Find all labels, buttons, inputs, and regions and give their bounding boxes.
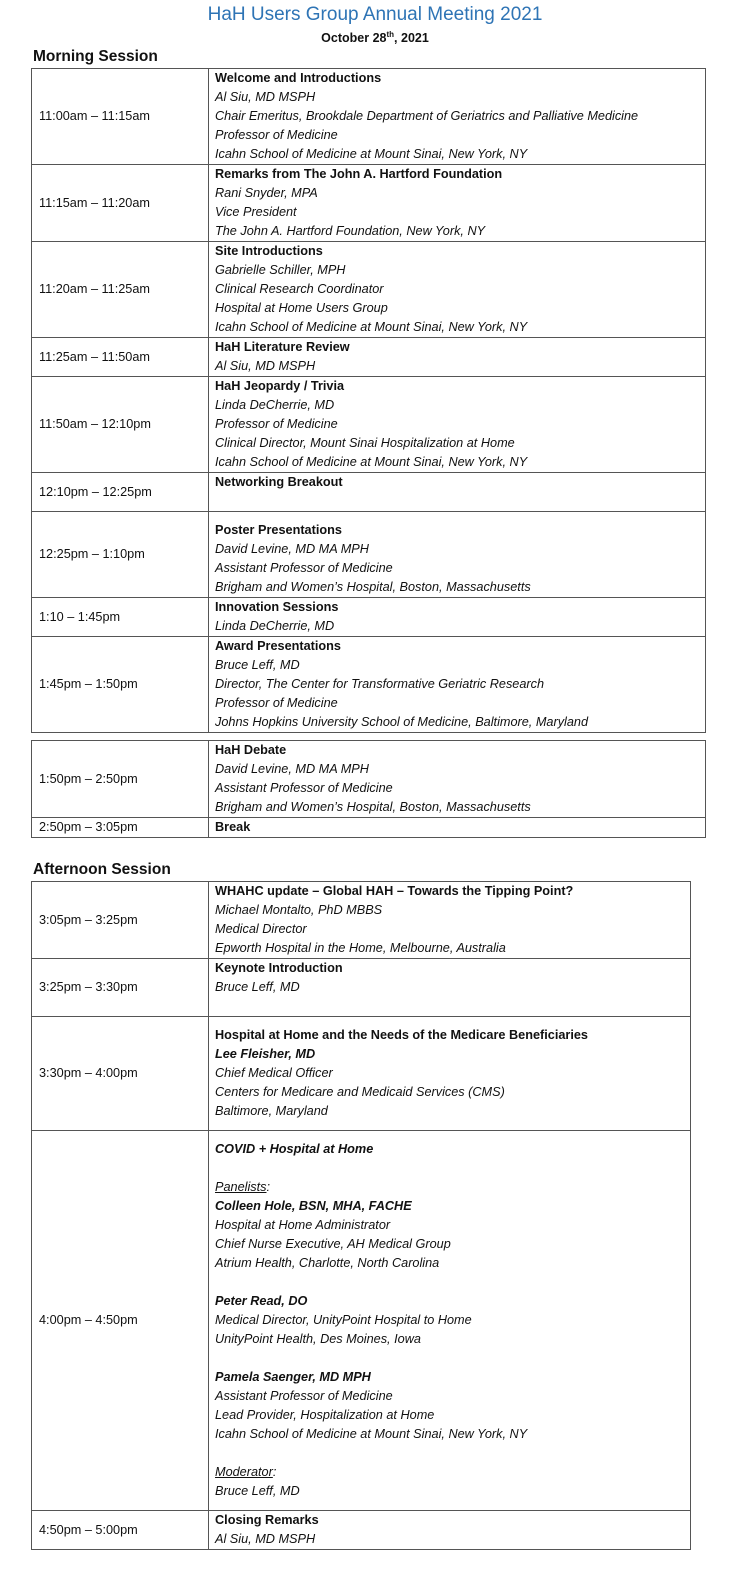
spacer [215,1121,684,1130]
session-title: Closing Remarks [215,1513,319,1527]
section-label-text: Panelists [215,1180,267,1194]
midday-schedule-table [31,740,706,838]
session-time: 1:50pm – 2:50pm [32,741,209,818]
session-title: Remarks from The John A. Hartford Foundation [215,167,503,181]
morning-schedule-table [31,68,706,733]
session-details [209,818,706,838]
session-line: Brigham and Women’s Hospital, Boston, Massachusetts [215,580,531,594]
spacer [215,492,699,511]
date-main: October 28 [321,31,387,46]
session-line: Lee Fleisher, MD [215,1047,316,1061]
session-time: 3:30pm – 4:00pm [32,1017,209,1131]
session-line: Peter Read, DO [215,1294,308,1308]
session-title: Break [215,820,251,834]
schedule-row [32,69,706,165]
section-label-text: Moderator [215,1465,273,1479]
schedule-row [32,473,706,512]
session-line: The John A. Hartford Foundation, New York, NY [215,224,486,238]
section-label [215,1178,684,1197]
date-suffix: th [386,30,395,39]
session-time: 1:45pm – 1:50pm [32,637,209,733]
session-line: Chief Medical Officer [215,1066,333,1080]
session-line: Pamela Saenger, MD MPH [215,1370,371,1384]
session-title: HaH Literature Review [215,340,350,354]
schedule-row [32,598,706,637]
section-label-colon: : [272,1465,277,1479]
session-details [209,1511,691,1550]
session-line: COVID + Hospital at Home [215,1142,374,1156]
session-line: Director, The Center for Transformative Geriatric Research [215,677,545,691]
afternoon-session-heading: Afternoon Session [33,861,171,878]
session-line: Bruce Leff, MD [215,980,300,994]
session-time: 4:50pm – 5:00pm [32,1511,209,1550]
morning-session-heading: Morning Session [33,48,158,65]
spacer [215,1349,684,1368]
session-title: Award Presentations [215,639,341,653]
schedule-row [32,512,706,598]
session-title: Networking Breakout [215,475,343,489]
page-title: HaH Users Group Annual Meeting 2021 [207,4,543,25]
schedule-row [32,959,691,1017]
schedule-row [32,1131,691,1511]
spacer [215,997,684,1016]
session-line: Assistant Professor of Medicine [215,561,393,575]
schedule-row [32,242,706,338]
session-time: 11:25am – 11:50am [32,338,209,377]
session-line: UnityPoint Health, Des Moines, Iowa [215,1332,421,1346]
session-line: Medical Director [215,922,307,936]
spacer [215,1131,684,1140]
session-line: Brigham and Women’s Hospital, Boston, Massachusetts [215,800,531,814]
session-line: Atrium Health, Charlotte, North Carolina [215,1256,440,1270]
session-time: 4:00pm – 4:50pm [32,1131,209,1511]
spacer [215,1444,684,1463]
date-year: , 2021 [394,31,429,46]
session-time: 11:15am – 11:20am [32,165,209,242]
session-line: Lead Provider, Hospitalization at Home [215,1408,435,1422]
spacer [215,1501,684,1510]
session-title: HaH Debate [215,743,287,757]
session-details [209,1131,691,1511]
session-time: 1:10 – 1:45pm [32,598,209,637]
schedule-row [32,165,706,242]
session-title: HaH Jeopardy / Trivia [215,379,345,393]
session-line: Rani Snyder, MPA [215,186,318,200]
session-line: Al Siu, MD MSPH [215,359,316,373]
session-line: Hospital at Home Users Group [215,301,388,315]
session-title: Keynote Introduction [215,961,343,975]
session-details [209,598,706,637]
session-line: Assistant Professor of Medicine [215,781,393,795]
session-line: Hospital at Home Administrator [215,1218,391,1232]
session-line: Michael Montalto, PhD MBBS [215,903,383,917]
session-title: Welcome and Introductions [215,71,382,85]
session-line: Icahn School of Medicine at Mount Sinai, New York, NY [215,320,528,334]
session-time: 11:50am – 12:10pm [32,377,209,473]
session-line: Assistant Professor of Medicine [215,1389,393,1403]
section-label [215,1463,684,1482]
session-time: 11:20am – 11:25am [32,242,209,338]
session-line: Epworth Hospital in the Home, Melbourne, Australia [215,941,506,955]
schedule-row [32,818,706,838]
session-line: Vice President [215,205,297,219]
session-details [209,637,706,733]
spacer [215,1273,684,1292]
session-details [209,69,706,165]
session-line: Icahn School of Medicine at Mount Sinai, New York, NY [215,455,528,469]
session-line: Bruce Leff, MD [215,1484,300,1498]
session-details [209,165,706,242]
session-line: Bruce Leff, MD [215,658,300,672]
session-line: Professor of Medicine [215,128,338,142]
session-line: David Levine, MD MA MPH [215,762,369,776]
session-line: David Levine, MD MA MPH [215,542,369,556]
spacer [215,1017,684,1026]
schedule-row [32,882,691,959]
session-line: Colleen Hole, BSN, MHA, FACHE [215,1199,412,1213]
session-details [209,338,706,377]
session-line: Icahn School of Medicine at Mount Sinai, New York, NY [215,147,528,161]
session-line: Baltimore, Maryland [215,1104,328,1118]
session-details [209,959,691,1017]
session-line: Al Siu, MD MSPH [215,90,316,104]
session-line: Linda DeCherrie, MD [215,619,335,633]
session-title: Poster Presentations [215,523,342,537]
session-line: Medical Director, UnityPoint Hospital to Home [215,1313,472,1327]
schedule-row [32,741,706,818]
session-line: Professor of Medicine [215,696,338,710]
afternoon-schedule-table [31,881,691,1550]
session-time: 3:25pm – 3:30pm [32,959,209,1017]
schedule-row [32,637,706,733]
session-details [209,242,706,338]
session-line: Professor of Medicine [215,417,338,431]
session-line: Clinical Research Coordinator [215,282,384,296]
schedule-row [32,1017,691,1131]
section-label-colon: : [266,1180,271,1194]
session-details [209,512,706,598]
session-details [209,1017,691,1131]
session-details [209,882,691,959]
session-details [209,377,706,473]
session-time: 12:10pm – 12:25pm [32,473,209,512]
session-time: 2:50pm – 3:05pm [32,818,209,838]
session-line: Linda DeCherrie, MD [215,398,335,412]
session-title: WHAHC update – Global HAH – Towards the Tipping Point? [215,884,574,898]
session-title: Site Introductions [215,244,323,258]
session-line: Chair Emeritus, Brookdale Department of Geriatrics and Palliative Medicine [215,109,639,123]
spacer [215,1159,684,1178]
session-line: Chief Nurse Executive, AH Medical Group [215,1237,451,1251]
session-line: Johns Hopkins University School of Medicine, Baltimore, Maryland [215,715,589,729]
session-line: Gabrielle Schiller, MPH [215,263,346,277]
session-line: Icahn School of Medicine at Mount Sinai, New York, NY [215,1427,528,1441]
session-time: 3:05pm – 3:25pm [32,882,209,959]
session-details [209,741,706,818]
session-time: 11:00am – 11:15am [32,69,209,165]
spacer [215,512,699,521]
session-title: Innovation Sessions [215,600,339,614]
session-title: Hospital at Home and the Needs of the Medicare Beneficiaries [215,1028,588,1042]
schedule-row [32,338,706,377]
meeting-date [0,30,750,45]
session-line: Centers for Medicare and Medicaid Services (CMS) [215,1085,505,1099]
session-line: Al Siu, MD MSPH [215,1532,316,1546]
session-details [209,473,706,512]
schedule-row [32,1511,691,1550]
session-time: 12:25pm – 1:10pm [32,512,209,598]
schedule-row [32,377,706,473]
session-line: Clinical Director, Mount Sinai Hospitalization at Home [215,436,515,450]
